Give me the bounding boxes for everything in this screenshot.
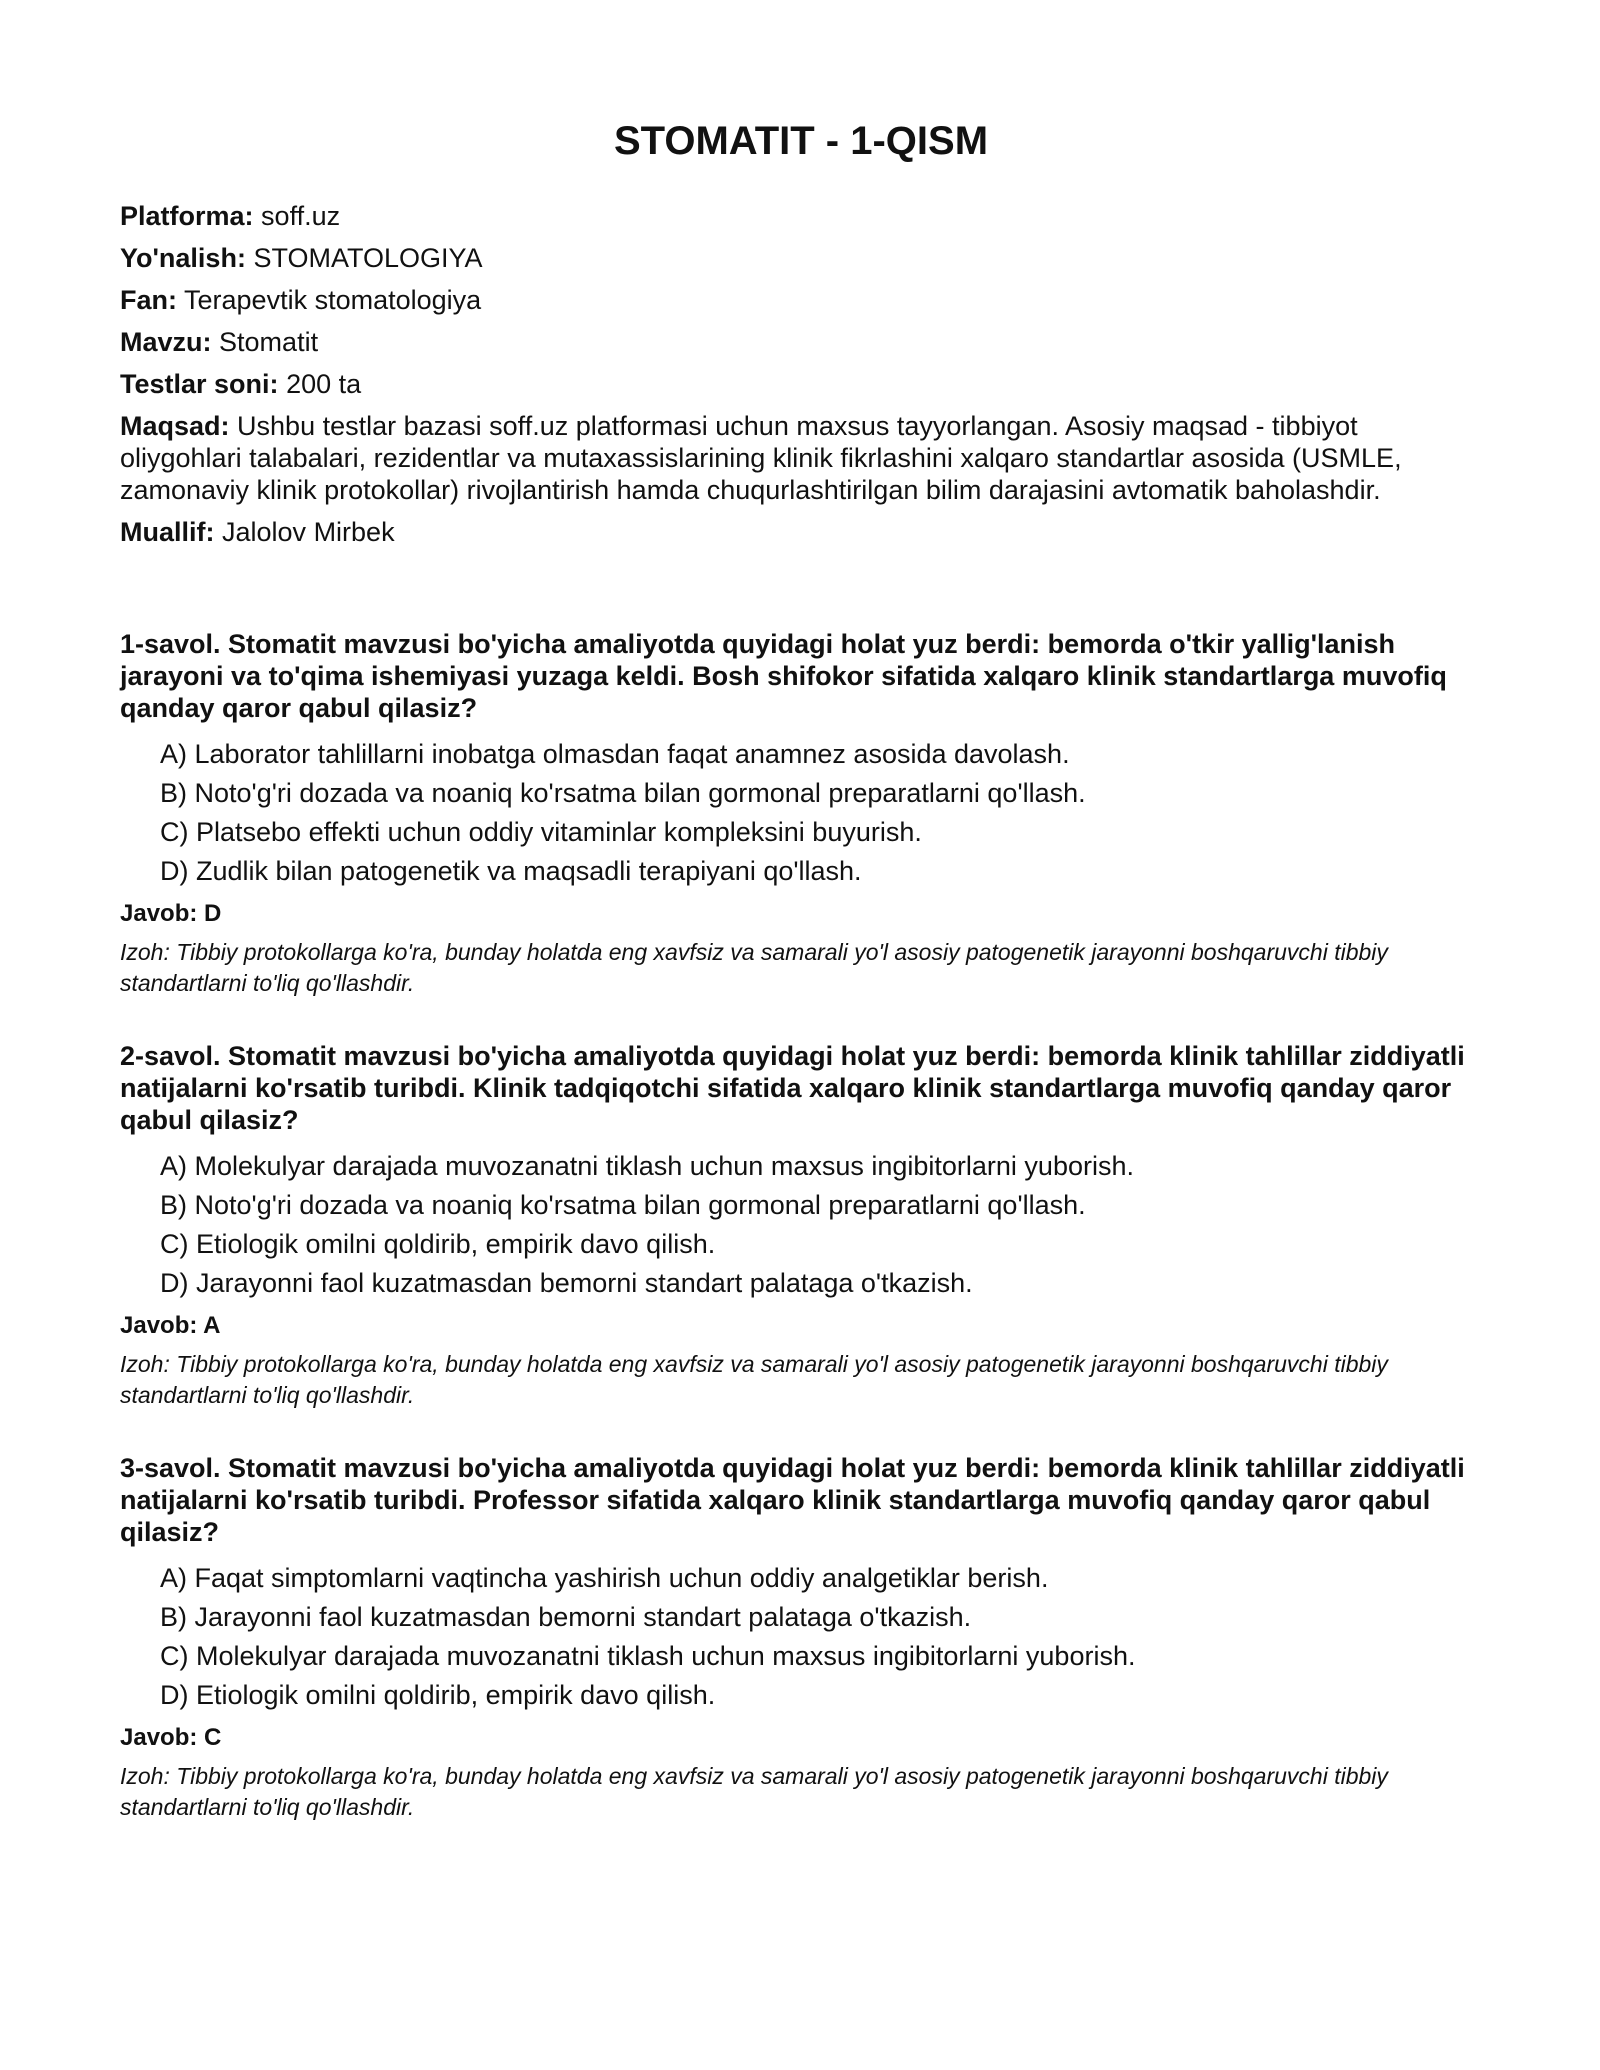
explanation-note: Izoh: Tibbiy protokollarga ko'ra, bunday holatda eng xavfsiz va samarali yo'l asosiy patogenetik jarayonni boshqaruvchi tibbiy standartlarni to'liq qo'llashdir. [120,1351,1388,1408]
meta-subject [120,284,1482,316]
questions-list [120,628,1482,1823]
answer-option-b: B) Noto'g'ri dozada va noaniq ko'rsatma bilan gormonal preparatlarni qo'llash. [160,1190,1086,1220]
meta-author-label: Muallif: [120,517,215,547]
meta-goal-value: Ushbu testlar bazasi soff.uz platformasi uchun maxsus tayyorlangan. Asosiy maqsad - tibbiyot oliygohlari talabalari, rezidentlar va mutaxassislarining klinik fikrlashini xalqaro standartlar asosida (USMLE, zamonaviy klinik protokollar) rivojlantirish hamda chuqurlashtirilgan bilim darajasini avtomatik baholashdir. [120,411,1402,505]
meta-topic [120,326,1482,358]
question-item [120,1040,1482,1411]
meta-direction [120,242,1482,274]
answer-option-d: D) Jarayonni faol kuzatmasdan bemorni standart palataga o'tkazish. [160,1268,973,1298]
meta-direction-value: STOMATOLOGIYA [253,243,483,273]
question-item [120,628,1482,999]
meta-topic-label: Mavzu: [120,327,212,357]
meta-tests-label: Testlar soni: [120,369,279,399]
answer-option-a: A) Molekulyar darajada muvozanatni tiklash uchun maxsus ingibitorlarni yuborish. [160,1151,1134,1181]
answer-option-b: B) Noto'g'ri dozada va noaniq ko'rsatma bilan gormonal preparatlarni qo'llash. [160,778,1086,808]
meta-tests-count [120,368,1482,400]
meta-platform-label: Platforma: [120,201,254,231]
answer-option-c: C) Molekulyar darajada muvozanatni tiklash uchun maxsus ingibitorlarni yuborish. [160,1641,1136,1671]
question-text: 2-savol. Stomatit mavzusi bo'yicha amaliyotda quyidagi holat yuz berdi: bemorda klinik tahlillar ziddiyatli natijalarni ko'rsatib turibdi. Klinik tadqiqotchi sifatida xalqaro klinik standartlarga muvofiq qanday qaror qabul qilasiz? [120,1041,1465,1135]
answer-option-a: A) Laborator tahlillarni inobatga olmasdan faqat anamnez asosida davolash. [160,739,1070,769]
document-title: STOMATIT - 1-QISM [613,119,989,163]
meta-platform-value: soff.uz [261,201,341,231]
meta-author-value: Jalolov Mirbek [222,517,395,547]
meta-goal [120,410,1482,506]
explanation-note: Izoh: Tibbiy protokollarga ko'ra, bunday holatda eng xavfsiz va samarali yo'l asosiy patogenetik jarayonni boshqaruvchi tibbiy standartlarni to'liq qo'llashdir. [120,1763,1388,1820]
meta-topic-value: Stomatit [219,327,319,357]
meta-subject-value: Terapevtik stomatologiya [184,285,482,315]
answer-option-d: D) Zudlik bilan patogenetik va maqsadli terapiyani qo'llash. [160,856,862,886]
meta-direction-label: Yo'nalish: [120,243,246,273]
meta-author [120,516,1482,548]
explanation-note: Izoh: Tibbiy protokollarga ko'ra, bunday holatda eng xavfsiz va samarali yo'l asosiy patogenetik jarayonni boshqaruvchi tibbiy standartlarni to'liq qo'llashdir. [120,939,1388,996]
meta-subject-label: Fan: [120,285,177,315]
answer-option-b: B) Jarayonni faol kuzatmasdan bemorni standart palataga o'tkazish. [160,1602,972,1632]
meta-platform [120,200,1482,232]
meta-block [120,200,1482,548]
correct-answer: Javob: C [120,1724,222,1751]
correct-answer: Javob: D [120,900,222,927]
answer-option-a: A) Faqat simptomlarni vaqtincha yashirish uchun oddiy analgetiklar berish. [160,1563,1049,1593]
question-text: 1-savol. Stomatit mavzusi bo'yicha amaliyotda quyidagi holat yuz berdi: bemorda o'tkir yallig'lanish jarayoni va to'qima ishemiyasi yuzaga keldi. Bosh shifokor sifatida xalqaro klinik standartlarga muvofiq qanday qaror qabul qilasiz? [120,629,1447,723]
meta-goal-label: Maqsad: [120,411,230,441]
correct-answer: Javob: A [120,1312,221,1339]
answer-option-d: D) Etiologik omilni qoldirib, empirik davo qilish. [160,1680,716,1710]
answer-option-c: C) Etiologik omilni qoldirib, empirik davo qilish. [160,1229,716,1259]
meta-tests-value: 200 ta [286,369,362,399]
answer-option-c: C) Platsebo effekti uchun oddiy vitaminlar kompleksini buyurish. [160,817,922,847]
question-text: 3-savol. Stomatit mavzusi bo'yicha amaliyotda quyidagi holat yuz berdi: bemorda klinik tahlillar ziddiyatli natijalarni ko'rsatib turibdi. Professor sifatida xalqaro klinik standartlarga muvofiq qanday qaror qabul qilasiz? [120,1453,1465,1547]
question-item [120,1452,1482,1823]
document-page [120,118,1482,1864]
